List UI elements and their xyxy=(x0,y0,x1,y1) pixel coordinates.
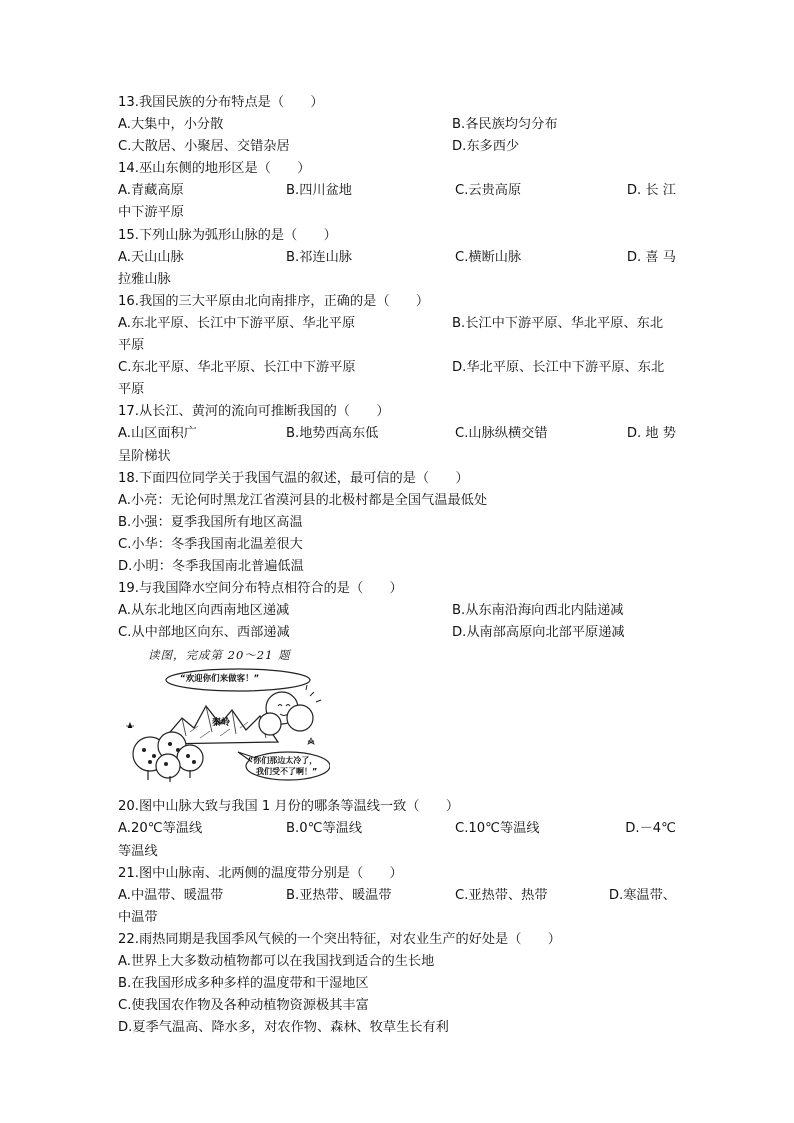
q20-option-d: D.－4℃ xyxy=(625,821,676,837)
q18-option-c: C.小华：冬季我国南北温差很大 xyxy=(118,536,303,552)
question-15-text: 15.下列山脉为弧形山脉的是（ ） xyxy=(118,227,337,243)
q20-option-a: A.20℃等温线 xyxy=(118,821,203,837)
q22-option-c: C.使我国农作物及各种动植物资源极其丰富 xyxy=(118,998,369,1014)
sparkle-icon xyxy=(126,723,134,728)
q20-option-b: B.0℃等温线 xyxy=(286,821,363,837)
q14-option-d-cont: 中下游平原 xyxy=(118,205,184,221)
question-13-options-row-1 xyxy=(118,114,676,136)
question-22-text: 22.雨热同期是我国季风气候的一个突出特征，对农业生产的好处是（ ） xyxy=(118,931,561,947)
top-bubble-text: “欢迎你们来做客！” xyxy=(180,674,260,685)
q15-option-c: C.横断山脉 xyxy=(455,249,522,265)
question-20-options xyxy=(118,818,676,840)
question-14-option-d-continued xyxy=(118,202,676,224)
question-14-options xyxy=(118,180,676,202)
q17-option-d: D. 地 势 xyxy=(626,426,676,442)
q13-option-c: C.大散居、小聚居、交错杂居 xyxy=(118,139,290,155)
q22-option-b: B.在我国形成多种多样的温度带和干湿地区 xyxy=(118,976,369,992)
question-17-options xyxy=(118,423,676,445)
q18-option-d-line xyxy=(118,556,676,578)
question-21-options xyxy=(118,885,676,907)
question-13-stem xyxy=(118,92,676,114)
q18-option-a: A.小亮：无论何时黑龙江省漠河县的北极村都是全国气温最低处 xyxy=(118,492,488,508)
q17-option-b: B.地势西高东低 xyxy=(286,426,379,442)
question-19-options-row-2 xyxy=(118,622,676,644)
q22-option-d-line xyxy=(118,1017,676,1039)
q17-option-d-cont: 呈阶梯状 xyxy=(118,448,171,464)
question-14-text: 14.巫山东侧的地形区是（ ） xyxy=(118,161,311,177)
question-18-stem xyxy=(118,468,676,490)
question-15-options xyxy=(118,247,676,269)
q22-option-c-line xyxy=(118,995,676,1017)
q22-option-d: D.夏季气温高、降水多，对农作物、森林、牧草生长有利 xyxy=(118,1020,449,1036)
q16-option-a: A.东北平原、长江中下游平原、华北平原 xyxy=(118,315,356,331)
question-20-option-d-continued xyxy=(118,841,676,863)
mountain-label: 秦岭 xyxy=(212,718,231,729)
q16-option-d: D.华北平原、长江中下游平原、东北 xyxy=(452,360,665,376)
q18-option-c-line xyxy=(118,534,676,556)
question-17-stem xyxy=(118,401,676,423)
question-19-stem xyxy=(118,578,676,600)
q22-option-b-line xyxy=(118,973,676,995)
question-21-stem xyxy=(118,863,676,885)
q17-option-a: A.山区面积广 xyxy=(118,426,197,442)
q16-option-b-cont: 平原 xyxy=(118,338,145,354)
q15-option-b: B.祁连山脉 xyxy=(286,249,352,265)
q14-option-d: D. 长 江 xyxy=(626,183,676,199)
question-21-text: 21.图中山脉南、北两侧的温度带分别是（ ） xyxy=(118,865,403,881)
cartoon-figure xyxy=(120,666,330,786)
question-22-stem xyxy=(118,929,676,951)
sparkle-icon xyxy=(308,738,314,744)
q21-option-c: C.亚热带、热带 xyxy=(455,887,548,903)
bottom-bubble-text-line-2: 我们受不了啊！” xyxy=(256,767,318,777)
q17-option-c: C.山脉纵横交错 xyxy=(455,426,548,442)
question-19-text: 19.与我国降水空间分布特点相符合的是（ ） xyxy=(118,581,403,597)
question-13-text: 13.我国民族的分布特点是（ ） xyxy=(118,95,324,110)
question-16-option-d-continued xyxy=(118,379,676,401)
question-13-options-row-2 xyxy=(118,136,676,158)
q18-option-b-line xyxy=(118,512,676,534)
question-19-options-row-1 xyxy=(118,600,676,622)
q22-option-a-line xyxy=(118,951,676,973)
q14-option-c: C.云贵高原 xyxy=(455,183,522,199)
question-15-stem xyxy=(118,225,676,247)
question-16-options-row-2 xyxy=(118,357,676,379)
q15-option-d-cont: 拉雅山脉 xyxy=(118,271,171,287)
q22-option-a: A.世界上大多数动植物都可以在我国找到适合的生长地 xyxy=(118,954,435,969)
q13-option-b: B.各民族均匀分布 xyxy=(452,117,558,133)
question-16-stem xyxy=(118,291,676,313)
q21-option-b: B.亚热带、暖温带 xyxy=(286,887,392,903)
q21-option-d: D.寒温带、 xyxy=(608,887,676,903)
q19-option-a: A.从东北地区向西南地区递减 xyxy=(118,603,290,619)
q16-option-b: B.长江中下游平原、华北平原、东北 xyxy=(452,315,664,331)
q15-option-d: D. 喜 马 xyxy=(626,249,676,265)
q14-option-a: A.青藏高原 xyxy=(118,183,184,199)
q13-option-a: A.大集中，小分散 xyxy=(118,117,224,133)
q20-option-c: C.10℃等温线 xyxy=(455,821,540,837)
q13-option-d: D.东多西少 xyxy=(452,139,520,155)
q19-option-b: B.从东南沿海向西北内陆递减 xyxy=(452,603,624,619)
bottom-bubble-text-line-1: “你们那边太冷了， xyxy=(248,756,318,766)
q14-option-b: B.四川盆地 xyxy=(286,183,352,199)
north-tree-cluster xyxy=(259,685,321,735)
figure-caption: 读图，完成第 20～21 题 xyxy=(148,648,291,663)
q18-option-d: D.小明：冬季我国南北普遍低温 xyxy=(118,558,304,574)
q18-option-a-line xyxy=(118,490,676,512)
question-15-option-d-continued xyxy=(118,269,676,291)
q19-option-c: C.从中部地区向东、西部递减 xyxy=(118,625,290,641)
question-16-options-row-1 xyxy=(118,313,676,335)
question-18-text: 18.下面四位同学关于我国气温的叙述，最可信的是（ ） xyxy=(118,470,469,486)
question-21-option-d-continued xyxy=(118,907,676,929)
q16-option-c: C.东北平原、华北平原、长江中下游平原 xyxy=(118,360,356,376)
question-14-stem xyxy=(118,158,676,180)
q20-option-d-cont: 等温线 xyxy=(118,843,158,859)
q21-option-a: A.中温带、暖温带 xyxy=(118,887,224,903)
question-16-option-b-continued xyxy=(118,335,676,357)
question-20-stem xyxy=(118,796,676,818)
question-17-text: 17.从长江、黄河的流向可推断我国的（ ） xyxy=(118,404,390,420)
exam-page xyxy=(118,92,676,1039)
question-16-text: 16.我国的三大平原由北向南排序，正确的是（ ） xyxy=(118,293,430,309)
question-17-option-d-continued xyxy=(118,446,676,468)
question-20-text: 20.图中山脉大致与我国 1 月份的哪条等温线一致（ ） xyxy=(118,799,460,815)
q18-option-b: B.小强：夏季我国所有地区高温 xyxy=(118,514,303,530)
q16-option-d-cont: 平原 xyxy=(118,382,145,398)
q19-option-d: D.从南部高原向北部平原递减 xyxy=(452,625,625,641)
q21-option-d-cont: 中温带 xyxy=(118,909,158,925)
q15-option-a: A.天山山脉 xyxy=(118,249,184,265)
